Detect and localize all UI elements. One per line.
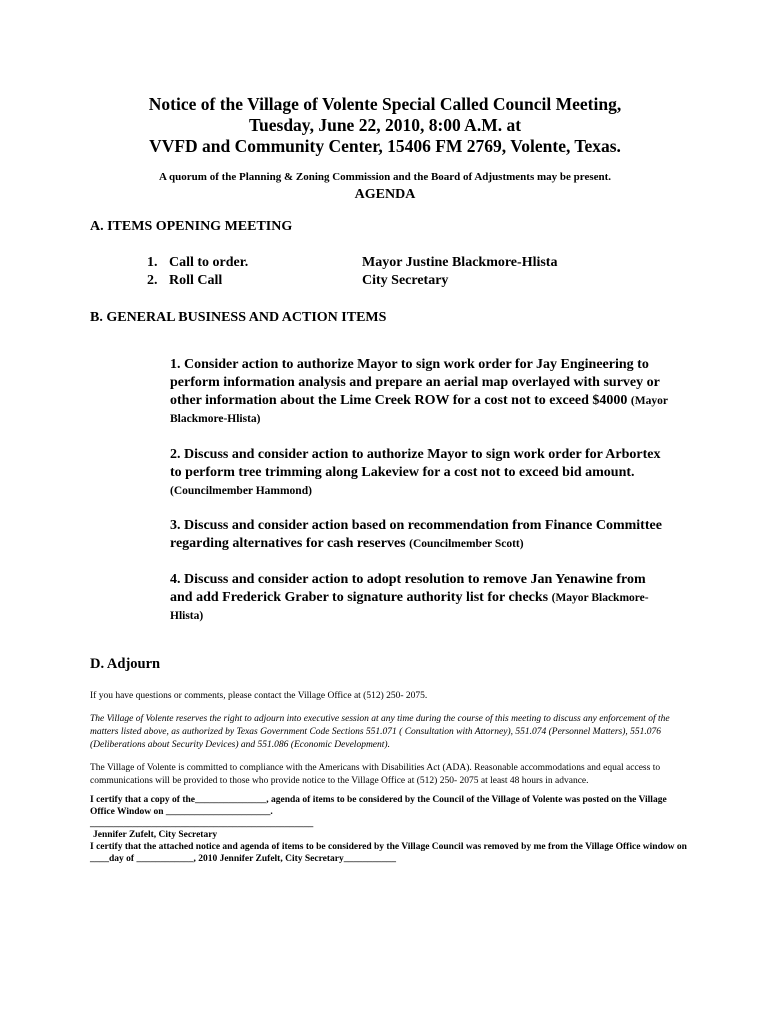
business-item-text: 1. Consider action to authorize Mayor to sign work order for Jay Engineering to perform information analysis and prepare an aerial map overlayed with survey or other information about the Lime Creek ROW for a cost not to exceed $4000: [170, 357, 660, 408]
opening-item-number: 2.: [147, 273, 158, 288]
business-item: [170, 571, 670, 625]
business-item: [170, 356, 670, 428]
signature-line: _______________________________________________: [90, 819, 314, 829]
notice-title-line-1: Notice of the Village of Volente Special Called Council Meeting,: [148, 94, 622, 114]
business-item: [170, 446, 670, 500]
removal-certification: I certify that the attached notice and agenda of items to be considered by the Village Council was removed by me from the Village Office window on ____day of ____________, 2010 Jennifer Zufelt, City Secretary___________: [90, 842, 687, 864]
posting-certification: I certify that a copy of the_______________, agenda of items to be considered by the Council of the Village of Volente was posted on the Village Office Window on ______________________.: [90, 795, 667, 817]
business-item-sponsor: (Mayor Blackmore-Hlista): [170, 395, 668, 425]
contact-notice: If you have questions or comments, please contact the Village Office at (512) 250- 2075.: [90, 691, 428, 701]
quorum-notice: A quorum of the Planning & Zoning Commission and the Board of Adjustments may be present.: [158, 171, 612, 183]
section-b-heading: B. GENERAL BUSINESS AND ACTION ITEMS: [90, 310, 387, 325]
notice-title-line-3: VVFD and Community Center, 15406 FM 2769, Volente, Texas.: [149, 136, 621, 156]
section-d-heading: D. Adjourn: [90, 656, 161, 672]
agenda-heading: AGENDA: [354, 187, 416, 202]
business-item: [170, 517, 670, 553]
executive-session-notice: The Village of Volente reserves the right to adjourn into executive session at any time during the course of this meeting to discuss any enforcement of the matters listed above, as authorized by Texas Government Code Sections 551.071 ( Consultation with Attorney), 551.074 (Personnel Matters), 551.076 (Deliberations about Security Devices) and 551.086 (Economic Development).: [90, 714, 670, 750]
signatory-name: Jennifer Zufelt, City Secretary: [93, 830, 218, 840]
opening-item: [147, 272, 448, 290]
business-item-sponsor: (Mayor Blackmore-Hlista): [170, 592, 649, 622]
opening-item-responsible: Mayor Justine Blackmore-Hlista: [362, 255, 558, 270]
opening-item: [147, 254, 557, 272]
opening-item-responsible: City Secretary: [362, 273, 449, 288]
business-item-sponsor: (Councilmember Hammond): [170, 485, 312, 497]
business-item-sponsor: (Councilmember Scott): [409, 538, 524, 550]
opening-item-text: Call to order.: [169, 255, 249, 270]
notice-title-line-2: Tuesday, June 22, 2010, 8:00 A.M. at: [248, 115, 522, 135]
opening-item-text: Roll Call: [169, 273, 223, 288]
business-item-text: 2. Discuss and consider action to authorize Mayor to sign work order for Arbortex to perform tree trimming along Lakeview for a cost not to exceed bid amount.: [170, 447, 661, 480]
business-item-text: 4. Discuss and consider action to adopt resolution to remove Jan Yenawine from and add Frederick Graber to signature authority list for checks: [170, 572, 646, 605]
opening-item-number: 1.: [147, 255, 158, 270]
section-a-heading: A. ITEMS OPENING MEETING: [90, 219, 293, 234]
ada-notice: The Village of Volente is committed to compliance with the Americans with Disabilities Act (ADA). Reasonable accommodations and equal access to communications will be provided to those who provide notice to the Village Office at (512) 250- 2075 at least 48 hours in advance.: [90, 763, 661, 786]
business-item-text: 3. Discuss and consider action based on recommendation from Finance Committee regarding alternatives for cash reserves: [170, 518, 662, 551]
